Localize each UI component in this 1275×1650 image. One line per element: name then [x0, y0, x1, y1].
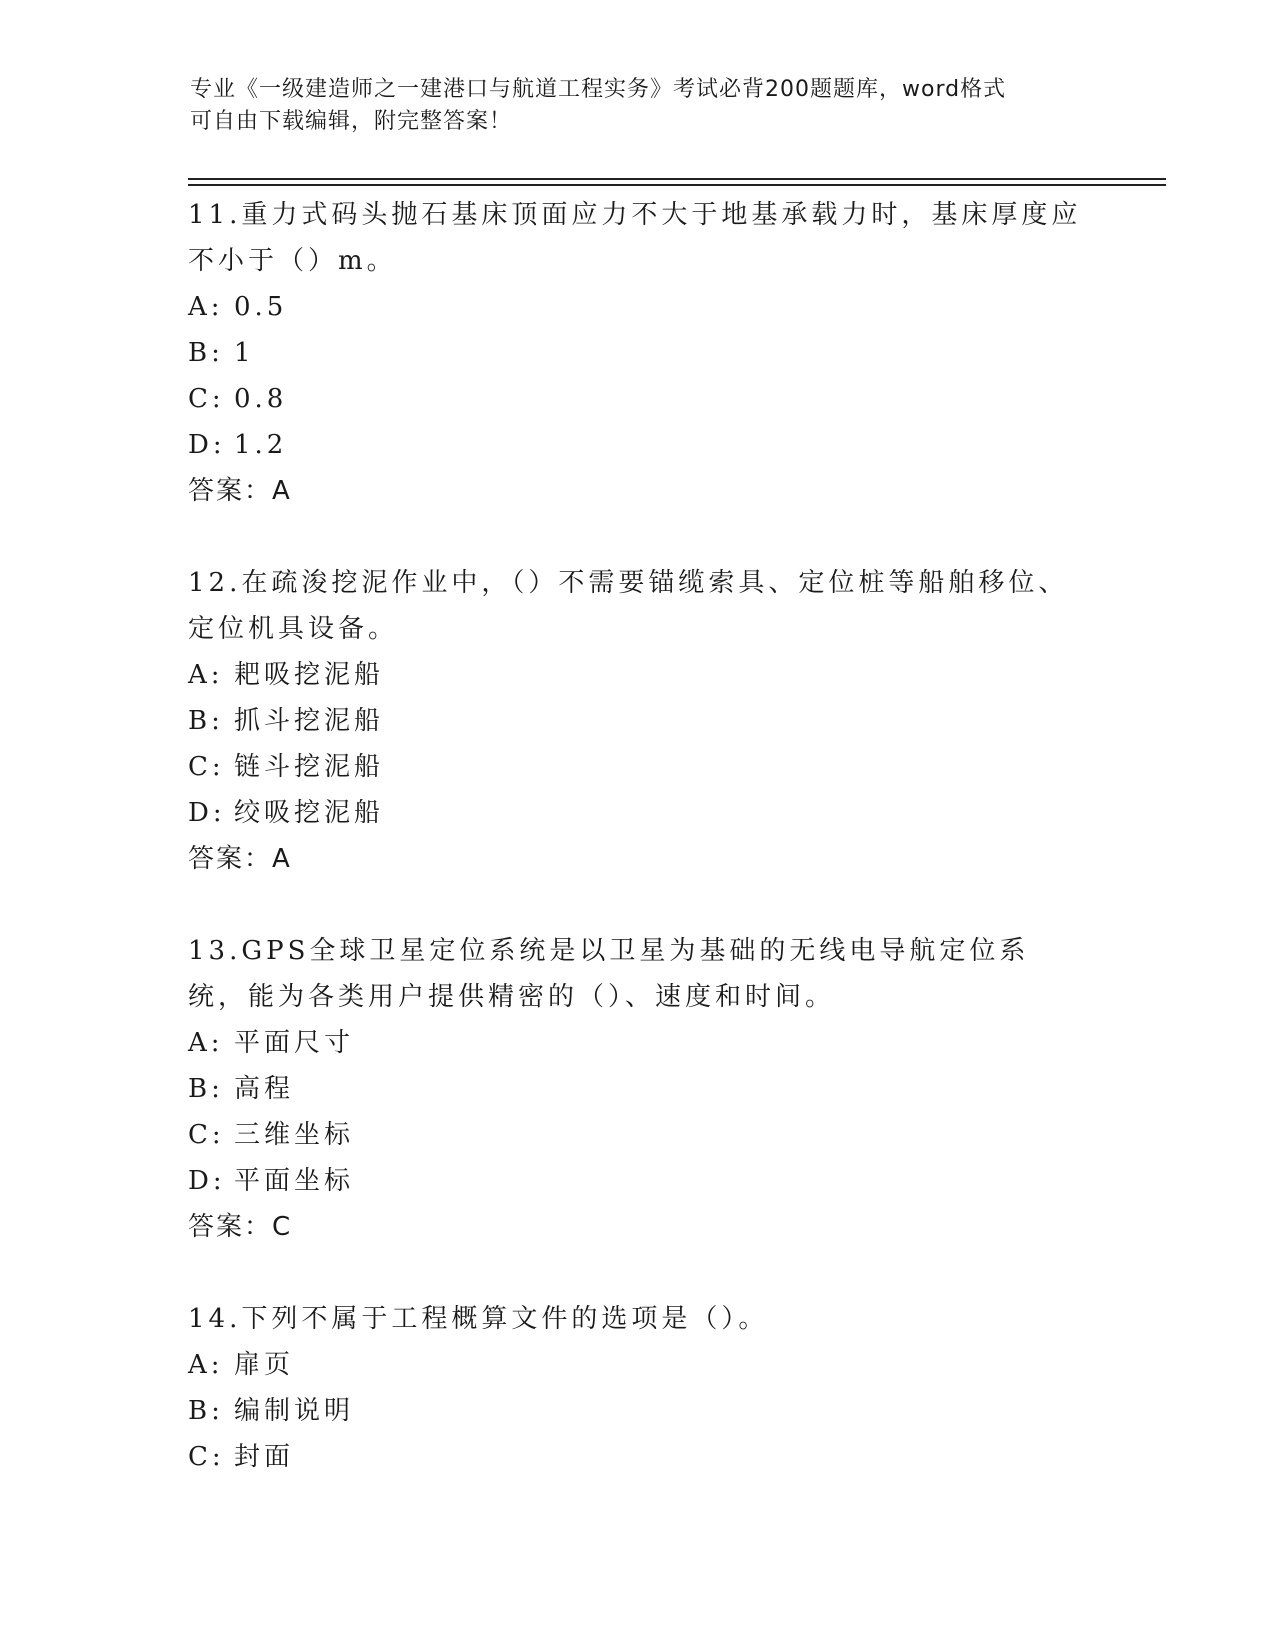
- option-key: D:: [188, 1166, 226, 1196]
- option-key: A:: [188, 660, 224, 690]
- option-d: [188, 1158, 1088, 1204]
- option-c: [188, 1112, 1088, 1158]
- option-key: C:: [188, 384, 225, 414]
- document-header: [190, 74, 1090, 138]
- option-text: 编制说明: [234, 1396, 355, 1426]
- option-text: 0.8: [234, 384, 288, 414]
- question-12: [188, 560, 1088, 882]
- question-list: [188, 192, 1088, 1526]
- header-line-1: 专业《一级建造师之一建港口与航道工程实务》考试必背200题题库，word格式: [190, 77, 1007, 102]
- answer-line: [188, 836, 1088, 882]
- option-text: 平面尺寸: [234, 1028, 355, 1058]
- option-text: 抓斗挖泥船: [234, 706, 385, 736]
- option-key: B:: [188, 1074, 224, 1104]
- option-a: [188, 284, 1088, 330]
- option-text: 封面: [234, 1442, 295, 1472]
- option-d: [188, 790, 1088, 836]
- option-key: C:: [188, 752, 225, 782]
- answer-value: C: [272, 1212, 293, 1242]
- option-a: [188, 1020, 1088, 1066]
- question-14: [188, 1296, 1088, 1480]
- option-b: [188, 330, 1088, 376]
- question-11: [188, 192, 1088, 514]
- option-a: [188, 1342, 1088, 1388]
- option-text: 绞吸挖泥船: [234, 798, 385, 828]
- option-key: A:: [188, 1028, 224, 1058]
- option-text: 耙吸挖泥船: [234, 660, 385, 690]
- option-b: [188, 1066, 1088, 1112]
- option-c: [188, 744, 1088, 790]
- option-c: [188, 376, 1088, 422]
- option-text: 链斗挖泥船: [234, 752, 385, 782]
- option-text: 扉页: [234, 1350, 295, 1380]
- answer-line: [188, 468, 1088, 514]
- header-rule-top: [188, 178, 1166, 180]
- answer-line: [188, 1204, 1088, 1250]
- option-key: A:: [188, 292, 224, 322]
- option-key: B:: [188, 338, 224, 368]
- option-text: 三维坐标: [234, 1120, 355, 1150]
- option-text: 1.2: [234, 430, 288, 460]
- answer-value: A: [272, 844, 292, 874]
- question-stem: 14.下列不属于工程概算文件的选项是（）。: [188, 1304, 769, 1334]
- option-key: D:: [188, 430, 226, 460]
- answer-label: 答案：: [188, 476, 273, 506]
- option-text: 1: [234, 338, 255, 368]
- option-text: 0.5: [234, 292, 288, 322]
- option-key: B:: [188, 1396, 224, 1426]
- option-b: [188, 698, 1088, 744]
- question-stem: 13.GPS全球卫星定位系统是以卫星为基础的无线电导航定位系统，能为各类用户提供精密的（）、速度和时间。: [188, 936, 1030, 1012]
- option-key: C:: [188, 1442, 225, 1472]
- option-key: A:: [188, 1350, 224, 1380]
- option-key: B:: [188, 706, 224, 736]
- question-13: [188, 928, 1088, 1250]
- answer-value: A: [272, 476, 292, 506]
- answer-label: 答案：: [188, 844, 273, 874]
- question-stem: 11.重力式码头抛石基床顶面应力不大于地基承载力时，基床厚度应不小于（）m。: [188, 200, 1082, 276]
- option-key: D:: [188, 798, 226, 828]
- header-rule-bottom: [188, 184, 1166, 186]
- question-stem: 12.在疏浚挖泥作业中，（）不需要锚缆索具、定位桩等船舶移位、定位机具设备。: [188, 568, 1069, 644]
- option-text: 平面坐标: [234, 1166, 355, 1196]
- option-b: [188, 1388, 1088, 1434]
- answer-label: 答案：: [188, 1212, 273, 1242]
- option-key: C:: [188, 1120, 225, 1150]
- option-text: 高程: [234, 1074, 295, 1104]
- header-line-2: 可自由下载编辑，附完整答案！: [190, 109, 513, 134]
- option-a: [188, 652, 1088, 698]
- option-c: [188, 1434, 1088, 1480]
- option-d: [188, 422, 1088, 468]
